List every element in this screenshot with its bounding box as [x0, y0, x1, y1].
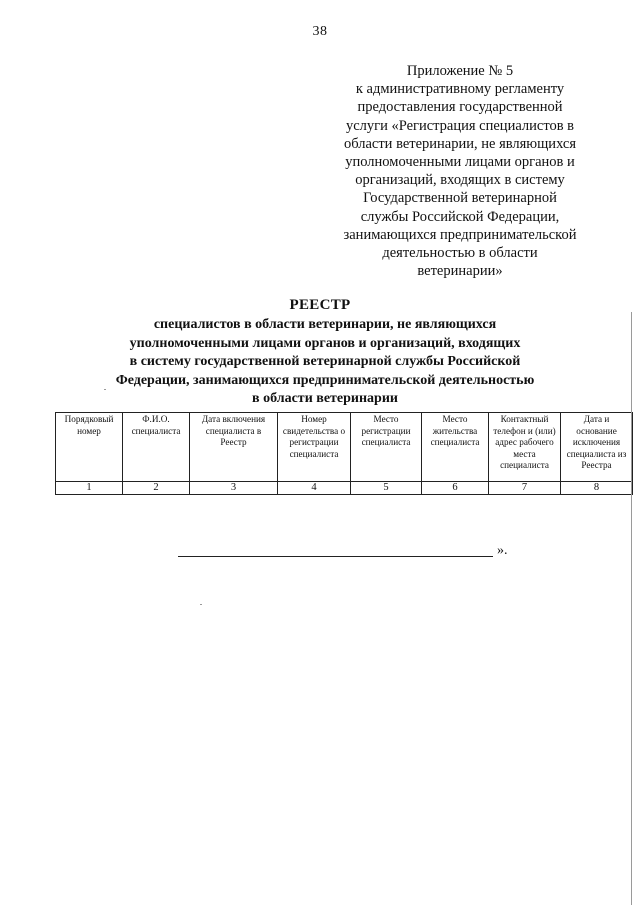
column-number: 1 — [56, 482, 123, 495]
column-number: 6 — [422, 482, 489, 495]
column-number-row — [56, 482, 633, 495]
appendix-line: уполномоченными лицами органов и — [345, 154, 575, 171]
appendix-line: Приложение № 5 — [406, 63, 514, 79]
page-number: 38 — [312, 24, 328, 39]
column-header: Место регистрации специалиста — [351, 413, 422, 482]
subtitle-line: в области ветеринарии — [252, 391, 398, 407]
appendix-line: службы Российской Федерации, — [360, 208, 560, 225]
column-number: 4 — [278, 482, 351, 495]
appendix-line: Государственной ветеринарной — [363, 190, 557, 207]
appendix-line: услуги «Регистрация специалистов в — [345, 117, 575, 134]
appendix-line: к административному регламенту — [355, 81, 565, 98]
subtitle-line: уполномоченными лицами органов и организаций, входящих — [129, 335, 521, 351]
scan-speck — [200, 604, 202, 605]
column-header: Дата включения специалиста в Реестр — [190, 413, 278, 482]
document-subtitle — [90, 316, 560, 409]
column-header: Ф.И.О. специалиста — [123, 413, 190, 482]
registry-table — [55, 412, 633, 495]
scan-speck — [104, 389, 106, 390]
appendix-line: деятельностью в области — [382, 245, 538, 262]
column-header: Порядковый номер — [56, 413, 123, 482]
appendix-line: предоставления государственной — [357, 99, 563, 116]
appendix-header — [300, 62, 620, 280]
column-number: 7 — [489, 482, 561, 495]
appendix-line: ветеринарии» — [417, 263, 503, 280]
closing-quote: ». — [497, 543, 508, 558]
column-header: Контактный телефон и (или) адрес рабочего места специалиста — [489, 413, 561, 482]
column-header: Место жительства специалиста — [422, 413, 489, 482]
column-number: 2 — [123, 482, 190, 495]
signature-underline — [178, 556, 493, 557]
column-number: 5 — [351, 482, 422, 495]
document-title: РЕЕСТР — [289, 297, 351, 313]
column-number: 8 — [561, 482, 633, 495]
subtitle-line: в систему государственной ветеринарной службы Российской — [129, 354, 521, 370]
subtitle-line: Федерации, занимающихся предпринимательской деятельностью — [115, 372, 535, 388]
column-header: Номер свидетельства о регистрации специалиста — [278, 413, 351, 482]
subtitle-line: специалистов в области ветеринарии, не являющихся — [153, 317, 497, 332]
appendix-line: области ветеринарии, не являющихся — [343, 135, 577, 152]
table-header-row — [56, 413, 633, 482]
appendix-line: занимающихся предпринимательской — [343, 226, 577, 243]
column-header: Дата и основание исключения специалиста из Реестра — [561, 413, 633, 482]
scan-edge-line — [631, 312, 632, 905]
appendix-line: организаций, входящих в систему — [355, 172, 565, 189]
column-number: 3 — [190, 482, 278, 495]
